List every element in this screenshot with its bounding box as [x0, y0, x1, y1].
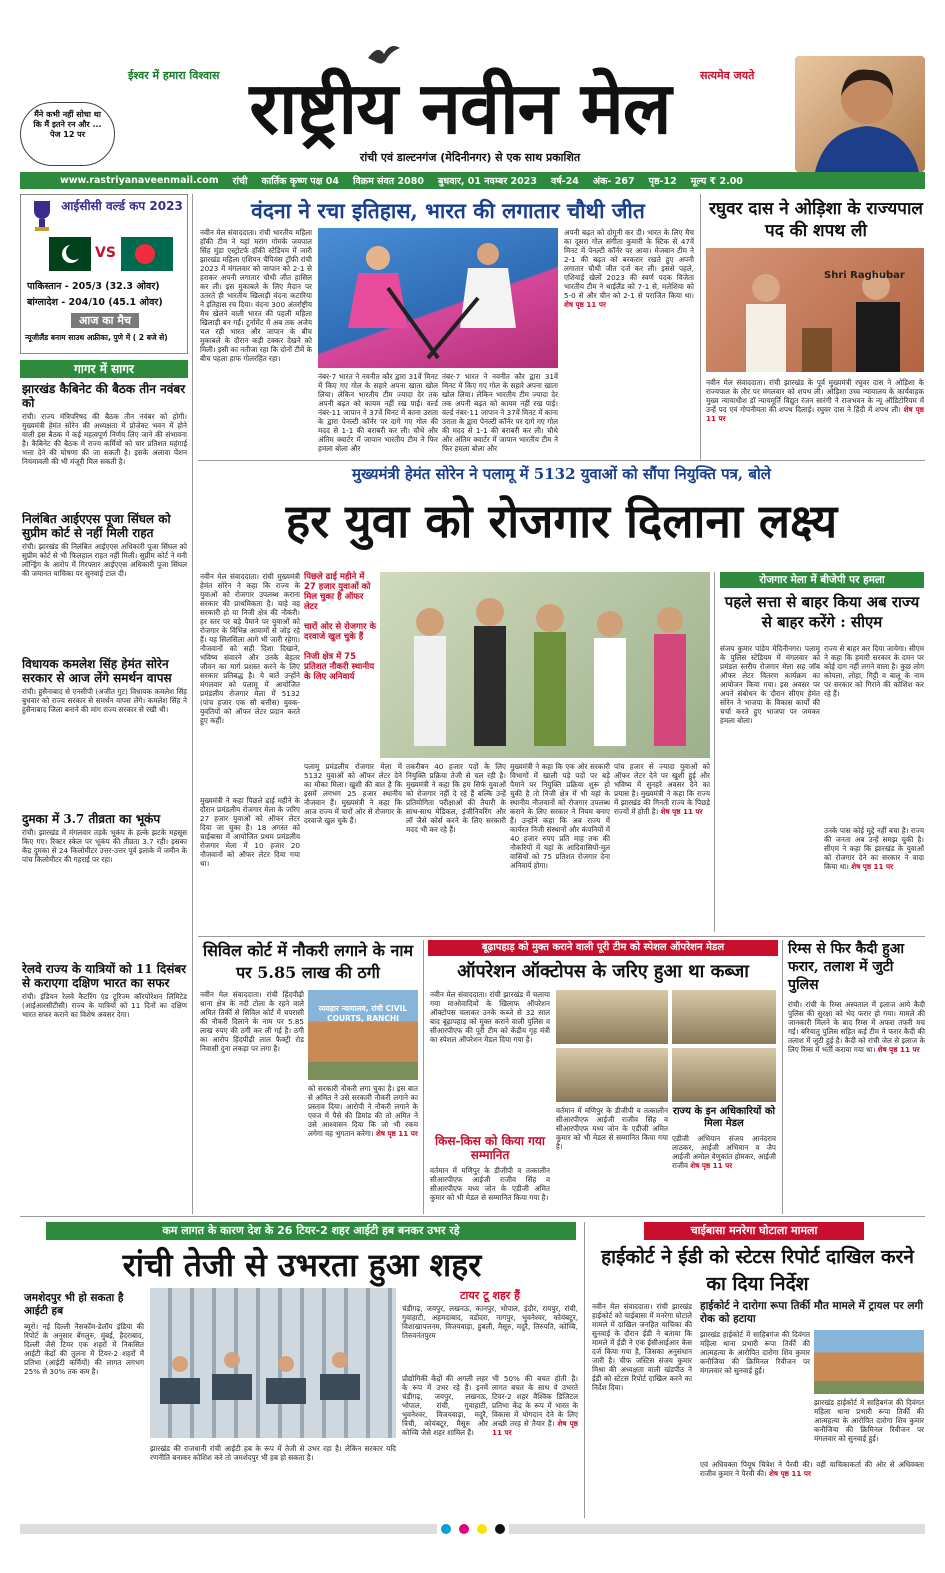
- hockey-text: नवीन मेल संवाददाता। रांची भारतीय महिला हॉकी टीम ने यहां मरांग गोमके जयपाल सिंह मुंडा एस्ट्रोटर्फ हॉकी स्टेडियम में जारी झारखंड महिला एशियन चैंपियंस ट्रॉफी रांची 2023 में मंगलवार को जापान को 2-1 से हराकर अपनी लगातार चौथी जीत हासिल कर ली। इस मुकाबले के लिए मैदान पर उतरते ही भारतीय खिलाड़ी वंदना कटारिया ने इतिहास रच दिया। वंदना 300 अंतर्राष्ट्रीय मैच खेलने वाली भारत की पहली महिला खिलाड़ी बन गईं। टूर्नामेंट में अब तक अजेय चल रही भारत और जापान के बीच मुकाबले के दौरान कड़ी टक्कर देखने को मिली। इसी का नतीजा रहा कि दोनों टीमें के बीच पहला हाफ गोलरहित रहा।: [200, 228, 312, 363]
- ranchi-cont[interactable]: शेष पृष्ठ 11 पर: [492, 1419, 578, 1437]
- gagar-item: [22, 962, 187, 1202]
- hockey-text-2b: [442, 372, 558, 452]
- website[interactable]: www.rastriyanaveenmail.com: [60, 175, 219, 186]
- divider: [198, 936, 925, 937]
- civil-text-1: नवीन मेल संवाददाता। रांची हिंदपीढ़ी थाना क्षेत्र के नदी टोला के रहने वाले अमित तिर्की से सिविल कोर्ट में चपरासी की नौकरी दिलाने के नाम पर 5.85 लाख रुपए की ठगी कर ली गई है। ठगी का आरोप हिंदपीढ़ी लाल फैक्ट्री रोड निवासी दुना लकड़ा पर लगा है।: [200, 990, 304, 1053]
- gagar-head: विधायक कमलेश सिंह हेमंत सोरेन सरकार से आज लेंगे समर्थन वापस: [22, 657, 172, 685]
- lead-cont[interactable]: शेष पृष्ठ 11 पर: [660, 807, 703, 816]
- masthead-subtitle: रांची एवं डाल्टनगंज (मेदिनीनगर) से एक साथ प्रकाशित: [359, 151, 581, 164]
- civil-photo-text: व्यवहार न्यायालय, रांची CIVIL COURTS, RANCHI: [318, 1004, 408, 1023]
- gagar-item: [22, 657, 187, 812]
- ed-label: चाईबासा मनरेगा घोटाला मामला: [644, 1222, 864, 1240]
- octopus-text-1: नवीन मेल संवाददाता। रांची झारखंड में चलाया गया माओवादियों के खिलाफ ऑपरेशन ऑक्टोपस चलाकर उनके कब्जे से 32 साल बाद बूढ़ापहाड़ को मुक्त कराने वाली पुलिस व सीआरपीएफ की पूरी टीम को केंद्रीय गृह मंत्री का स्पेशल ऑपरेशन मेडल दिया गया है।: [430, 990, 550, 1044]
- raghuvar-cont[interactable]: शेष पृष्ठ 11 पर: [706, 405, 924, 423]
- ed-sub-headline: हाईकोर्ट ने दारोगा रूपा तिर्की मौत मामले में ट्रायल पर लगी रोक को हटाया: [700, 1300, 924, 1325]
- raghuvar-headline: रघुवर दास ने ओड़िशा के राज्यपाल पद की शपथ ली: [709, 199, 923, 241]
- officer-photo-4: [672, 1048, 776, 1102]
- divider: [714, 572, 715, 932]
- officer-photo-2: [556, 1048, 668, 1102]
- samvat: विक्रम संवत 2080: [353, 176, 424, 187]
- bubble: [20, 102, 115, 166]
- octopus-sub: किस-किस को किया गया सम्मानित: [435, 1134, 545, 1162]
- varsh: वर्ष-24: [550, 176, 579, 187]
- divider: [198, 460, 925, 461]
- tagline-right: सत्यमेव जयते: [700, 69, 755, 82]
- civil-photo: [308, 990, 418, 1080]
- officer-photo-1: [556, 990, 668, 1044]
- ed-text-3-body: एवं अधिवक्ता पियूष चित्रेश ने पैरवी की। वहीं याचिकाकर्ता की ओर से अधिवक्ता राजीव कुमार ने पैरवी की।: [700, 1460, 924, 1478]
- raghuvar-text: [706, 378, 924, 456]
- gagar-text: रांची। झारखंड में मंगलवार तड़के भूकंप के हल्के झटके महसूस किए गए। रिक्टर स्केल पर भूकंप की तीव्रता 3.7 रही। इसका केंद्र दुमका से 24 किलोमीटर उत्तर-उत्तर पूर्व इलाके में जमीन के पांच किलोमीटर की गहराई पर रहा।: [22, 828, 187, 864]
- today-match: न्यूजीलैंड बनाम साउथ अफ्रीका, पुणे में ( 2 बजे से): [25, 333, 168, 342]
- score-2: बांग्लादेश - 204/10 (45.1 ओवर): [27, 297, 163, 308]
- raghuvar-text-body: नवीन मेल संवाददाता। रांची झारखंड के पूर्व मुख्यमंत्री रघुवर दास ने ओड़िशा के राज्यपाल के तौर पर मंगलवार को शपथ ली। ओड़िशा उच्च न्यायालय के कार्यवाहक मुख्य न्यायाधीश डॉ न्यायमूर्ति विद्युत रंजन सारंगी ने राजभवन के न्यू ऑडिटोरियम में उन्हें पद एवं गोपनीयता की शपथ दिलाई। रघुवर दास ने हिंदी में शपथ ली।: [706, 378, 924, 414]
- ranchi-caption: झारखंड की राजधानी रांची आईटी हब के रूप में तेजी से उभर रहा है। लेकिन सरकार यदि रणनीति बनाकर कोशिश करे तो जमशेदपुर भी हब हो सकता है।: [150, 1444, 396, 1462]
- cricket-title: आईसीसी वर्ल्ड कप 2023: [61, 199, 183, 213]
- bubble-text: मैंने कभी नहीं सोचा था कि मैं इतने रन और ... पेज 12 पर: [33, 110, 102, 139]
- lead-text-5: [614, 762, 710, 932]
- mulya: मूल्य ₹ 2.00: [690, 176, 743, 187]
- cricketer-photo: [795, 56, 925, 172]
- octopus-cont[interactable]: शेष पृष्ठ 11 पर: [690, 1161, 733, 1170]
- ed-cont[interactable]: शेष पृष्ठ 11 पर: [769, 1469, 811, 1478]
- gagar-head: निलंबित आईएएस पूजा सिंघल को सुप्रीम कोर्ट से नहीं मिली राहत: [22, 512, 171, 540]
- lead-text-2: पलामू प्रमंडलीय रोजगार मेला में 5132 युवाओं को ऑफर लेटर देने का मौका मिला। खुशी की बात है कि इसमें लगभग 25 हजार स्थानीय नौजवान हैं। मुख्यमंत्री ने कहा कि आज राज्य में चारों ओर से रोजगार के दरवाजे खुल चुके हैं।: [304, 762, 402, 825]
- ranchi-text-3: [492, 1374, 578, 1512]
- octopus-kicker: बूढ़ापहाड़ को मुक्त कराने वाली पूरी टीम को स्पेशल ऑपरेशन मेडल: [428, 940, 778, 956]
- vs-label: VS: [95, 245, 116, 261]
- gagar-text: रांची। इंडियन रेलवे कैटरिंग एंड टूरिज्म कॉरपोरेशन लिमिटेड (आईआरसीटीसी) राज्य के यात्रियों को 11 दिनों का दक्षिण भारत सफर कराने का विशेष अवसर देगा।: [22, 992, 187, 1019]
- hockey-text-2: नंबर-7 भारत ने नवनीत कौर द्वारा 31वें मिनट में किए गए गोल के सहारे अपना खाता खोल लिया। लेकिन भारतीय टीम ज्यादा देर तक अपनी बढ़त को कायम नहीं रख पाई। वर्ल्ड नंबर-11 जापान ने 37वें मिनट में काना उराता के द्वारा पेनल्टी कॉर्नर पर दागे गए गोल की मदद से 1-1 की बराबरी कर ली। चौथे और अंतिम क्वार्टर में जापान भारतीय टीम ने फिर हमला बोला और: [318, 372, 438, 452]
- octopus-text-3: [672, 1134, 776, 1210]
- ranchi-headline: रांची तेजी से उभरता हुआ शहर: [122, 1246, 482, 1284]
- info-bar: [20, 172, 925, 189]
- score-1: पाकिस्तान - 205/3 (32.3 ओवर): [27, 281, 160, 292]
- officer-photo-3: [672, 990, 776, 1044]
- today-label: आज का मैच: [71, 313, 139, 328]
- pakistan-flag-icon: [39, 237, 91, 271]
- hockey-text-3-body: अपनी बढ़त को दोगुनी कर दी। भारत के लिए मैच का दूसरा गोल संगीता कुमारी के स्टिक से 47वें मिनट में पेनल्टी कॉर्नर पर आया। मेजबान टीम ने 2-1 की बढ़त को बरकरार रखते हुए अपनी लगातार चौथी जीत दर्ज कर ली। इससे पहले, एशियाई खेलों 2023 की स्वर्ण पदक विजेता भारतीय टीम ने थाईलैंड को 7-1 से, मलेशिया को 5-0 से और चीन को 2-1 से पराजित किया था।: [564, 228, 694, 300]
- octopus-text-2b-body: वर्तमान में मणिपुर के डीजीपी व तत्कालीन सीआरपीएफ आईजी राजीव सिंह व सीआरपीएफ मध्य जोन के एडीजी अमित कुमार को भी मेडल से सम्मानित किया गया है।: [556, 1106, 668, 1151]
- ranchi-text-2: प्रौद्योगिकी केंद्रों की अगली लहर के रूप में उभर रहे हैं। इनमें चंडीगढ़, जयपुर, लखनऊ, भोपाल, रांची, गुवाहाटी, भुवनेश्वर, विजयवाड़ा, मदुरै, त्रिची, कोयंबटूर, मैसूरु और कोच्चि जैसे शहर शामिल हैं।: [402, 1374, 488, 1437]
- rims-text: [788, 1000, 925, 1210]
- gagar-item: [22, 382, 187, 512]
- bjp-text-3: [824, 826, 924, 932]
- ed-text-2: झारखंड हाईकोर्ट में साहिबगंज की दिवंगत महिला थाना प्रभारी रूपा तिर्की की आत्महत्या के आरोपित दारोगा शिव कुमार कनौजिया की क्रिमिनल रिवीजन पर मंगलवार को सुनवाई हुई।: [700, 1330, 810, 1375]
- civil-headline: सिविल कोर्ट में नौकरी लगाने के नाम पर 5.85 लाख की ठगी: [202, 941, 414, 982]
- ed-text-2b: [814, 1398, 924, 1454]
- prishth: पृष्ठ-12: [648, 176, 677, 187]
- tier-text: चंडीगढ़, जयपुर, लखनऊ, कानपुर, भोपाल, इंदौर, रायपुर, रांची, गुवाहाटी, अहमदाबाद, वडोदरा, नागपुर, भुवनेश्वर, कोयंबटूर, विशाखापत्तनम, विजयवाड़ा, हुबली, मैसूरु, मदुरै, तिरुपति, कोच्चि, तिरुवनंतपुरम: [402, 1304, 578, 1340]
- divider: [20, 1216, 925, 1217]
- gagar-column: [22, 382, 187, 1210]
- divider: [782, 940, 783, 1214]
- lead-photo: [380, 572, 710, 758]
- side-point: पिछले ढाई महीने में 27 हजार युवाओं को मिल चुका है ऑफर लेटर: [304, 572, 371, 612]
- lead-side-points: [304, 572, 376, 758]
- octopus-headline: ऑपरेशन ऑक्टोपस के जरिए हुआ था कब्जा: [457, 961, 749, 982]
- lead-text-1-body: नवीन मेल संवाददाता। रांची मुख्यमंत्री हेमंत सोरेन ने कहा कि राज्य के युवाओं को रोजगार उपलब्ध कराना सरकार की प्राथमिकता है। चाहे वह सरकारी हो या निजी क्षेत्र की नौकरी। हर स्तर पर बड़े पैमाने पर युवाओं को रोजगार के विभिन्न आयामों से जोड़ रहे हैं। यह सिलसिला आगे भी जारी रहेगा। नौजवानों को सही दिशा दिखाने, भविष्य संवारने और उनके बेहतर जीवन का मार्ग प्रशस्त करने के लिए सरकार प्रतिबद्ध है। ये बातें उन्होंने मंगलवार को पलामू में आयोजित प्रमंडलीय रोजगार मेला में 5132 (पांच हजार एक सौ बत्तीस) युवक-युवतियों को ऑफर लेटर प्रदान करते हुए कहीं।: [200, 572, 300, 725]
- hockey-photo: [318, 228, 558, 368]
- gagar-item: [22, 812, 187, 962]
- hockey-cont[interactable]: शेष पृष्ठ 11 पर: [564, 300, 606, 309]
- gagar-text: रांची। हुसैनाबाद से एनसीपी (अजीत गुट) विधायक कमलेश सिंह बुधवार को राज्य सरकार से समर्थन वापस लेंगे। कमलेश सिंह ने हुसैनाबाद जिला बनाने की मांग राज्य सरकार से रखी थी।: [22, 687, 187, 714]
- civil-text-2: [308, 1084, 418, 1210]
- ranchi-photo: [150, 1288, 396, 1438]
- octopus-text-2b: [556, 1106, 668, 1210]
- bjp-cont[interactable]: शेष पृष्ठ 11 पर: [851, 862, 894, 871]
- divider: [423, 940, 424, 1214]
- bjp-label: रोजगार मेला में बीजेपी पर हमला: [720, 572, 924, 588]
- lead-text-1b: मुख्यमंत्री ने कहा पिछले ढाई महीने के दौरान प्रमंडलीय रोजगार मेला के जरिए 27 हजार युवाओं को ऑफर लेटर दिया जा चुका है। 18 अगस्त को चाईबासा में आयोजित प्रथम प्रमंडलीय रोजगार मेला में 10 हजार 20 नौजवानों को ऑफर लेटर दिया गया था।: [200, 796, 300, 868]
- court-photo: [814, 1330, 924, 1394]
- lead-kicker: मुख्यमंत्री हेमंत सोरेन ने पलामू में 5132 युवाओं को सौंपा नियुक्ति पत्र, बोले: [352, 465, 771, 483]
- side-point: निजी क्षेत्र में 75 प्रतिशत नौकरी स्थानीय के लिए अनिवार्य: [304, 652, 375, 682]
- lead-text-3: तकरीबन 40 हजार पदों के लिए नियुक्ति प्रक्रिया तेजी से चल रही है। मुख्यमंत्री ने कहा कि हम सिर्फ युवाओं को रोजगार नहीं दे रहे हैं बल्कि उन्हें प्रतियोगिता परीक्षाओं की तैयारी के साथ-साथ मेडिकल, इंजीनियरिंग और लॉ जैसे कोर्स करने के लिए सरकारी मदद भी कर रहे हैं।: [406, 762, 506, 834]
- bjp-text-1: संजय कुमार पांडेय मेदिनीनगर। पलामू के पुलिस स्टेडियम में मंगलवार को प्रमंडल स्तरीय रोजगार मेला सह जॉब ऑफर लेटर वितरण कार्यक्रम का आयोजन किया गया। इस अवसर पर अपने संबोधन के दौरान सीएम हेमंत सोरेन ने भाजपा के विकास कार्यों की चर्चा करते हुए भाजपा पर जमकर हमला बोला।: [720, 644, 820, 725]
- bjp-text-3-body: उनके पास कोई मुद्दे नहीं बचा है। राज्य की जनता अब उन्हें समझ चुकी है। सीएम ने कहा कि झारखंड के युवाओं को रोजगार देने का सरकार ने वादा किया था।: [824, 826, 924, 871]
- gagar-text: रांची। झारखंड की निलंबित आईएएस अधिकारी पूजा सिंघल को सुप्रीम कोर्ट से भी फिलहाल राहत नहीं मिली। सुप्रीम कोर्ट ने मनी लॉन्ड्रिंग के आरोप में गिरफ्तार आईएएस अधिकारी पूजा सिंघल की जमानत याचिका पर सुनवाई टाल दी।: [22, 542, 187, 578]
- bjp-headline: पहले सत्ता से बाहर किया अब राज्य से बाहर करेंगे : सीएम: [724, 593, 920, 631]
- ed-text-2b-body: झारखंड हाईकोर्ट में साहिबगंज की दिवंगत महिला थाना प्रभारी रूपा तिर्की की आत्महत्या के आरोपित दारोगा शिव कुमार कनौजिया की क्रिमिनल रिवीजन पर मंगलवार को सुनवाई हुई।: [814, 1398, 924, 1443]
- divider: [192, 194, 193, 1214]
- lead-headline: हर युवा को रोजगार दिलाना लक्ष्य: [285, 494, 838, 548]
- hockey-text-3: [564, 228, 694, 452]
- gagar-head: रेलवे राज्य के यात्रियों को 11 दिसंबर से कराएगा दक्षिण भारत का सफर: [22, 962, 187, 990]
- lead-text-4: मुख्यमंत्री ने कहा कि एक ओर सरकारी विभागों में खाली पड़े पदों पर बड़े पैमाने पर नियुक्ति प्रक्रिया शुरू हो चुकी है तो निजी क्षेत्र में भी यहां के स्थानीय नौजवानों को रोजगार उपलब्ध कराने के लिए सरकार ने नियम बनाए हैं। उन्होंने कहा कि अब राज्य में कार्यरत निजी संस्थानों और कंपनियों में 40 हजार रुपए प्रति माह तक की नौकरियों में यहां के आदिवासियों-मूल वासियों को 75 प्रतिशत रोजगार देना अनिवार्य होगा।: [510, 762, 610, 870]
- civil-text-2-body: को सरकारी नौकरी लगा चुका है। इस बात से अमित ने उसे सरकारी नौकरी लगाने का प्रस्ताव दिया। आरोपी ने नौकरी लगाने के एवज में पैसे की डिमांड की तो अमित ने उसे आश्वासन दिया कि जो भी रकम लगेगा वह भुगतान करेगा।: [308, 1084, 418, 1138]
- bjp-text-2: राज्य से बाहर कर दिया जायेगा। सीएम ने कहा कि हमारी सरकार के दमन पर कोई दाग नहीं लगने वाला है। कुछ लोग कोयला, लोहा, गिट्टी व बालू के नाम पर सरकार को गिराने की कोशिश कर रहे हैं।: [824, 644, 924, 698]
- divider: [584, 1222, 585, 1518]
- side-point: चारों ओर से रोजगार के दरवाजे खुल चुके हैं: [304, 622, 377, 642]
- masthead-title: राष्ट्रीय नवीन मेल: [249, 65, 671, 150]
- tagline-left: ईश्वर में हमारा विश्वास: [128, 69, 220, 82]
- city: रांची: [232, 176, 248, 187]
- rims-headline: रिम्स से फिर कैदी हुआ फरार, तलाश में जुटी पुलिस: [788, 941, 905, 993]
- date: बुधवार, 01 नवम्बर 2023: [437, 176, 537, 187]
- gagar-label: गागर में सागर: [20, 360, 188, 378]
- civil-cont[interactable]: शेष पृष्ठ 11 पर: [375, 1129, 418, 1138]
- gagar-item: [22, 512, 187, 657]
- raghuvar-photo-sign: Shri Raghubar: [824, 270, 905, 281]
- gagar-head: झारखंड कैबिनेट की बैठक तीन नवंबर को: [22, 382, 186, 410]
- ank: अंक- 267: [592, 176, 635, 187]
- ed-headline: हाईकोर्ट ने ईडी को स्टेटस रिपोर्ट दाखिल करने का दिया निर्देश: [601, 1246, 914, 1295]
- divider: [700, 194, 701, 460]
- gagar-text: रांची। राज्य मंत्रिपरिषद की बैठक तीन नवंबर को होगी। मुख्यमंत्री हेमंत सोरेन की अध्यक्षता में प्रोजेक्ट भवन में होने वाली इस बैठक में कई महत्वपूर्ण निर्णय लिए जाने की संभावना है। कैबिनेट की बैठक में राज्य कर्मियों को चार प्रतिशत महंगाई भत्ता देने की घोषणा की जा सकती है। इसके अलावा पेंशन नियमावली की भी मंजूरी मिल सकती है।: [22, 412, 187, 466]
- paksha: कार्तिक कृष्ण पक्ष 04: [261, 176, 340, 187]
- ranchi-box-head: जमशेदपुर भी हो सकता है आईटी हब: [24, 1292, 124, 1317]
- raghuvar-photo: [706, 248, 924, 372]
- lead-text-1: [200, 572, 300, 794]
- cricket-box: [20, 194, 188, 354]
- rims-text-body: रांची। रांची के रिम्स अस्पताल में इलाज आये कैदी पुलिस की सुरक्षा को भेद फरार हो गया। मामले की जानकारी मिलने के बाद रिम्स में अफरा तफरी मच गई। बरियातु पुलिस सहित कई टीम ने फरार कैदी की तलाश में जुटी हुई है। कैदी को रांची जेल से इलाज के लिए रिम्स में भर्ती कराया गया था।: [788, 1000, 925, 1054]
- trophy-icon: [29, 199, 55, 233]
- octopus-text-3-body: एडीजी अभियान संजय आनंदराव लाठकर, आईजी अभियान व जैप आईजी अमोल वेणुकांत होमकर, आईजी राजीव: [672, 1134, 776, 1170]
- ranchi-text-3-body: भी 50% की बचत होती है। लागत बचत के साथ ये उभरते टियर-2 शहर वैश्विक डिजिटल प्रतिभा केंद्र के रूप में भारत के विकास में योगदान देने के लिए अच्छी तरह से तैयार हैं।: [492, 1374, 578, 1428]
- octopus-photo-caption: राज्य के इन अधिकारियों को मिला मेडल: [672, 1106, 776, 1129]
- ranchi-text-1: ब्यूरो। नई दिल्ली नैसकॉम-डेलॉय इंडिया की रिपोर्ट के अनुसार बेंगलुरु, मुंबई, हैदराबाद, दिल्ली जैसे टियर एक शहरों में निकसित आईटी केंद्रों की तुलना में टियर-2 शहरों में प्रतिभा (आईटी कर्मियों) की लागत लगभग 25% से 30% तक कम है।: [24, 1322, 144, 1376]
- ranchi-kicker: कम लागत के कारण देश के 26 टियर-2 शहर आईटी हब बनकर उभर रहे: [46, 1222, 576, 1240]
- gagar-head: दुमका में 3.7 तीव्रता का भूकंप: [22, 812, 161, 826]
- rims-cont[interactable]: शेष पृष्ठ 11 पर: [877, 1045, 920, 1054]
- lead-text-5-body: पांच हजार से ज्यादा युवाओं को ऑफर लेटर देने पर खुशी हुई और भविष्य में सुनहरे अवसर देने का प्रयास है। मुख्यमंत्री ने कहा कि राज्य में झारखंड की गिनती राज्य के पिछड़े राज्यों में होती है।: [614, 762, 710, 816]
- hockey-text-2b-body: नंबर-7 भारत ने नवनीत कौर द्वारा 31वें मिनट में किए गए गोल के सहारे अपना खाता खोल लिया। लेकिन भारतीय टीम ज्यादा देर तक अपनी बढ़त को कायम नहीं रख पाई। वर्ल्ड नंबर-11 जापान ने 37वें मिनट में काना उराता के द्वारा पेनल्टी कॉर्नर पर दागे गए गोल की मदद से 1-1 की बराबरी कर ली। चौथे और अंतिम क्वार्टर में जापान भारतीय टीम ने फिर हमला बोला और: [442, 372, 558, 452]
- octopus-text-2: वर्तमान में मणिपुर के डीजीपी व तत्कालीन सीआरपीएफ आईजी राजीव सिंह व सीआरपीएफ मध्य जोन के एडीजी अमित कुमार को भी मेडल से सम्मानित किया गया है।: [430, 1166, 550, 1202]
- footer-strip: [20, 1524, 925, 1534]
- masthead: [0, 0, 945, 172]
- tier-label: टायर टू शहर हैं: [460, 1289, 520, 1302]
- ed-text-1: नवीन मेल संवाददाता। रांची झारखंड हाईकोर्ट को चाईबासा में मनरेगा घोटाले मामले में दाखिल जनहित याचिका की सुनवाई के दौरान ईडी ने बताया कि मामले में ईडी ने एक ईसीआईआर केस दर्ज किया गया है, जिसका अनुसंधान जारी है। चीफ जस्टिस संजय कुमार मिश्रा की अध्यक्षता वाली खंडपीठ ने ईडी को स्टेटस रिपोर्ट दाखिल करने का निर्देश दिया।: [592, 1302, 692, 1392]
- hockey-headline: वंदना ने रचा इतिहास, भारत की लगातार चौथी जीत: [251, 198, 645, 223]
- ed-text-3: [700, 1460, 924, 1512]
- bangladesh-flag-icon: [121, 237, 173, 271]
